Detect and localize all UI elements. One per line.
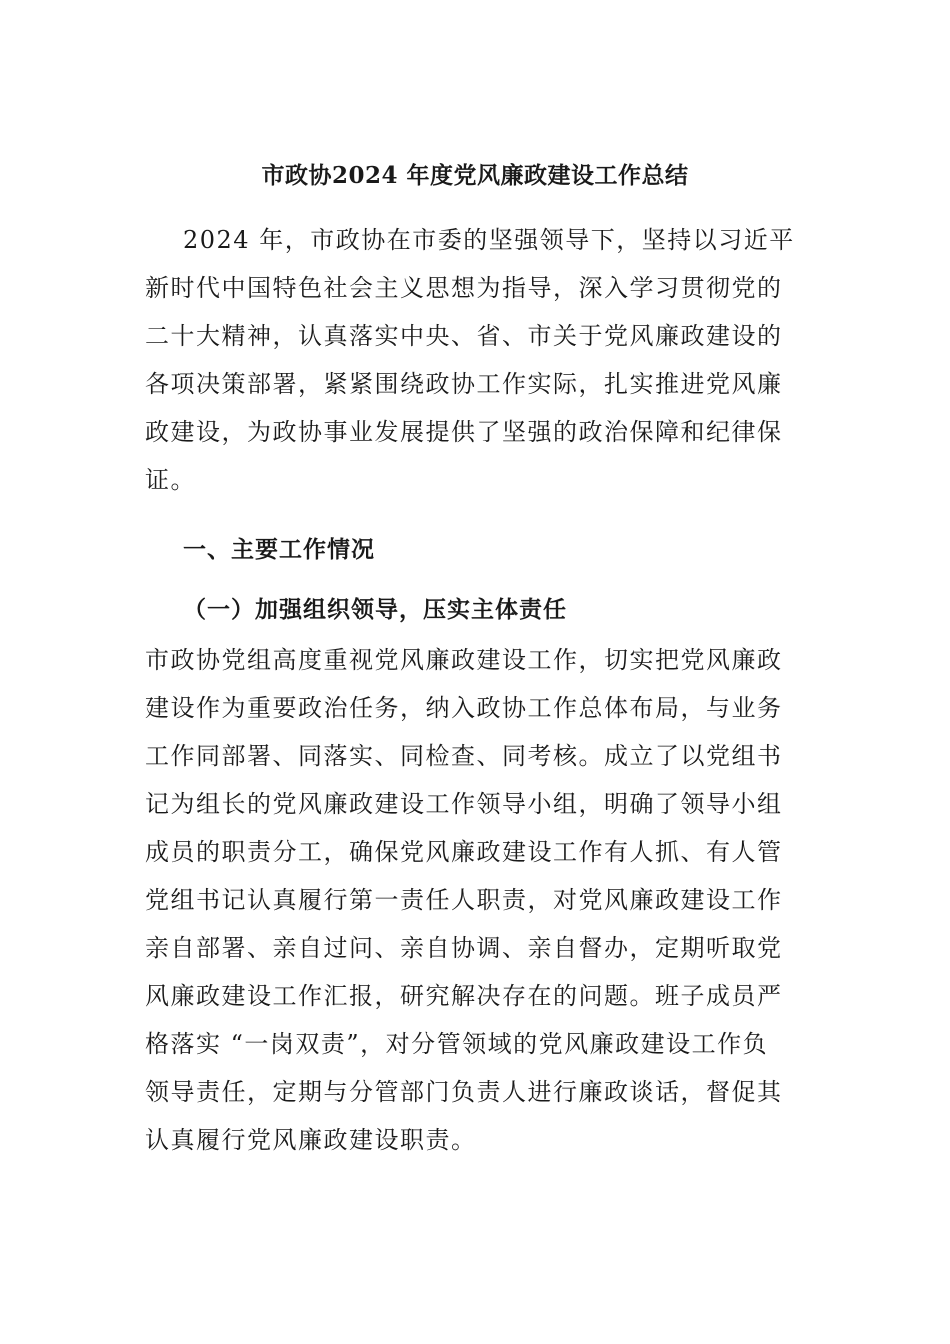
subsection-heading: （一）加强组织领导，压实主体责任 [183, 596, 567, 623]
intro-line: 2024 年，市政协在市委的坚强领导下，坚持以习近平 [183, 226, 795, 254]
body-line: 市政协党组高度重视党风廉政建设工作，切实把党风廉政 [145, 646, 783, 674]
body-line: 成员的职责分工，确保党风廉政建设工作有人抓、有人管 [145, 838, 783, 866]
body-line: 建设作为重要政治任务，纳入政协工作总体布局，与业务 [145, 694, 783, 722]
body-line: 认真履行党风廉政建设职责。 [145, 1126, 477, 1154]
body-line: 格落实 “一岗双责”，对分管领域的党风廉政建设工作负 [145, 1030, 769, 1058]
body-line: 工作同部署、同落实、同检查、同考核。成立了以党组书 [145, 742, 783, 770]
body-line: 记为组长的党风廉政建设工作领导小组，明确了领导小组 [145, 790, 783, 818]
document-title: 市政协2024 年度党风廉政建设工作总结 [261, 162, 689, 189]
body-line: 领导责任，定期与分管部门负责人进行廉政谈话，督促其 [145, 1078, 783, 1106]
body-line: 党组书记认真履行第一责任人职责，对党风廉政建设工作 [145, 886, 783, 914]
intro-line: 各项决策部署，紧紧围绕政协工作实际，扎实推进党风廉 [145, 370, 783, 398]
intro-line: 新时代中国特色社会主义思想为指导，深入学习贯彻党的 [145, 274, 783, 302]
intro-line: 证。 [145, 466, 196, 494]
body-line: 亲自部署、亲自过问、亲自协调、亲自督办，定期听取党 [145, 934, 783, 962]
intro-line: 政建设，为政协事业发展提供了坚强的政治保障和纪律保 [145, 418, 783, 446]
section-heading: 一、主要工作情况 [183, 536, 375, 563]
body-line: 风廉政建设工作汇报，研究解决存在的问题。班子成员严 [145, 982, 783, 1010]
intro-line: 二十大精神，认真落实中央、省、市关于党风廉政建设的 [145, 322, 783, 350]
